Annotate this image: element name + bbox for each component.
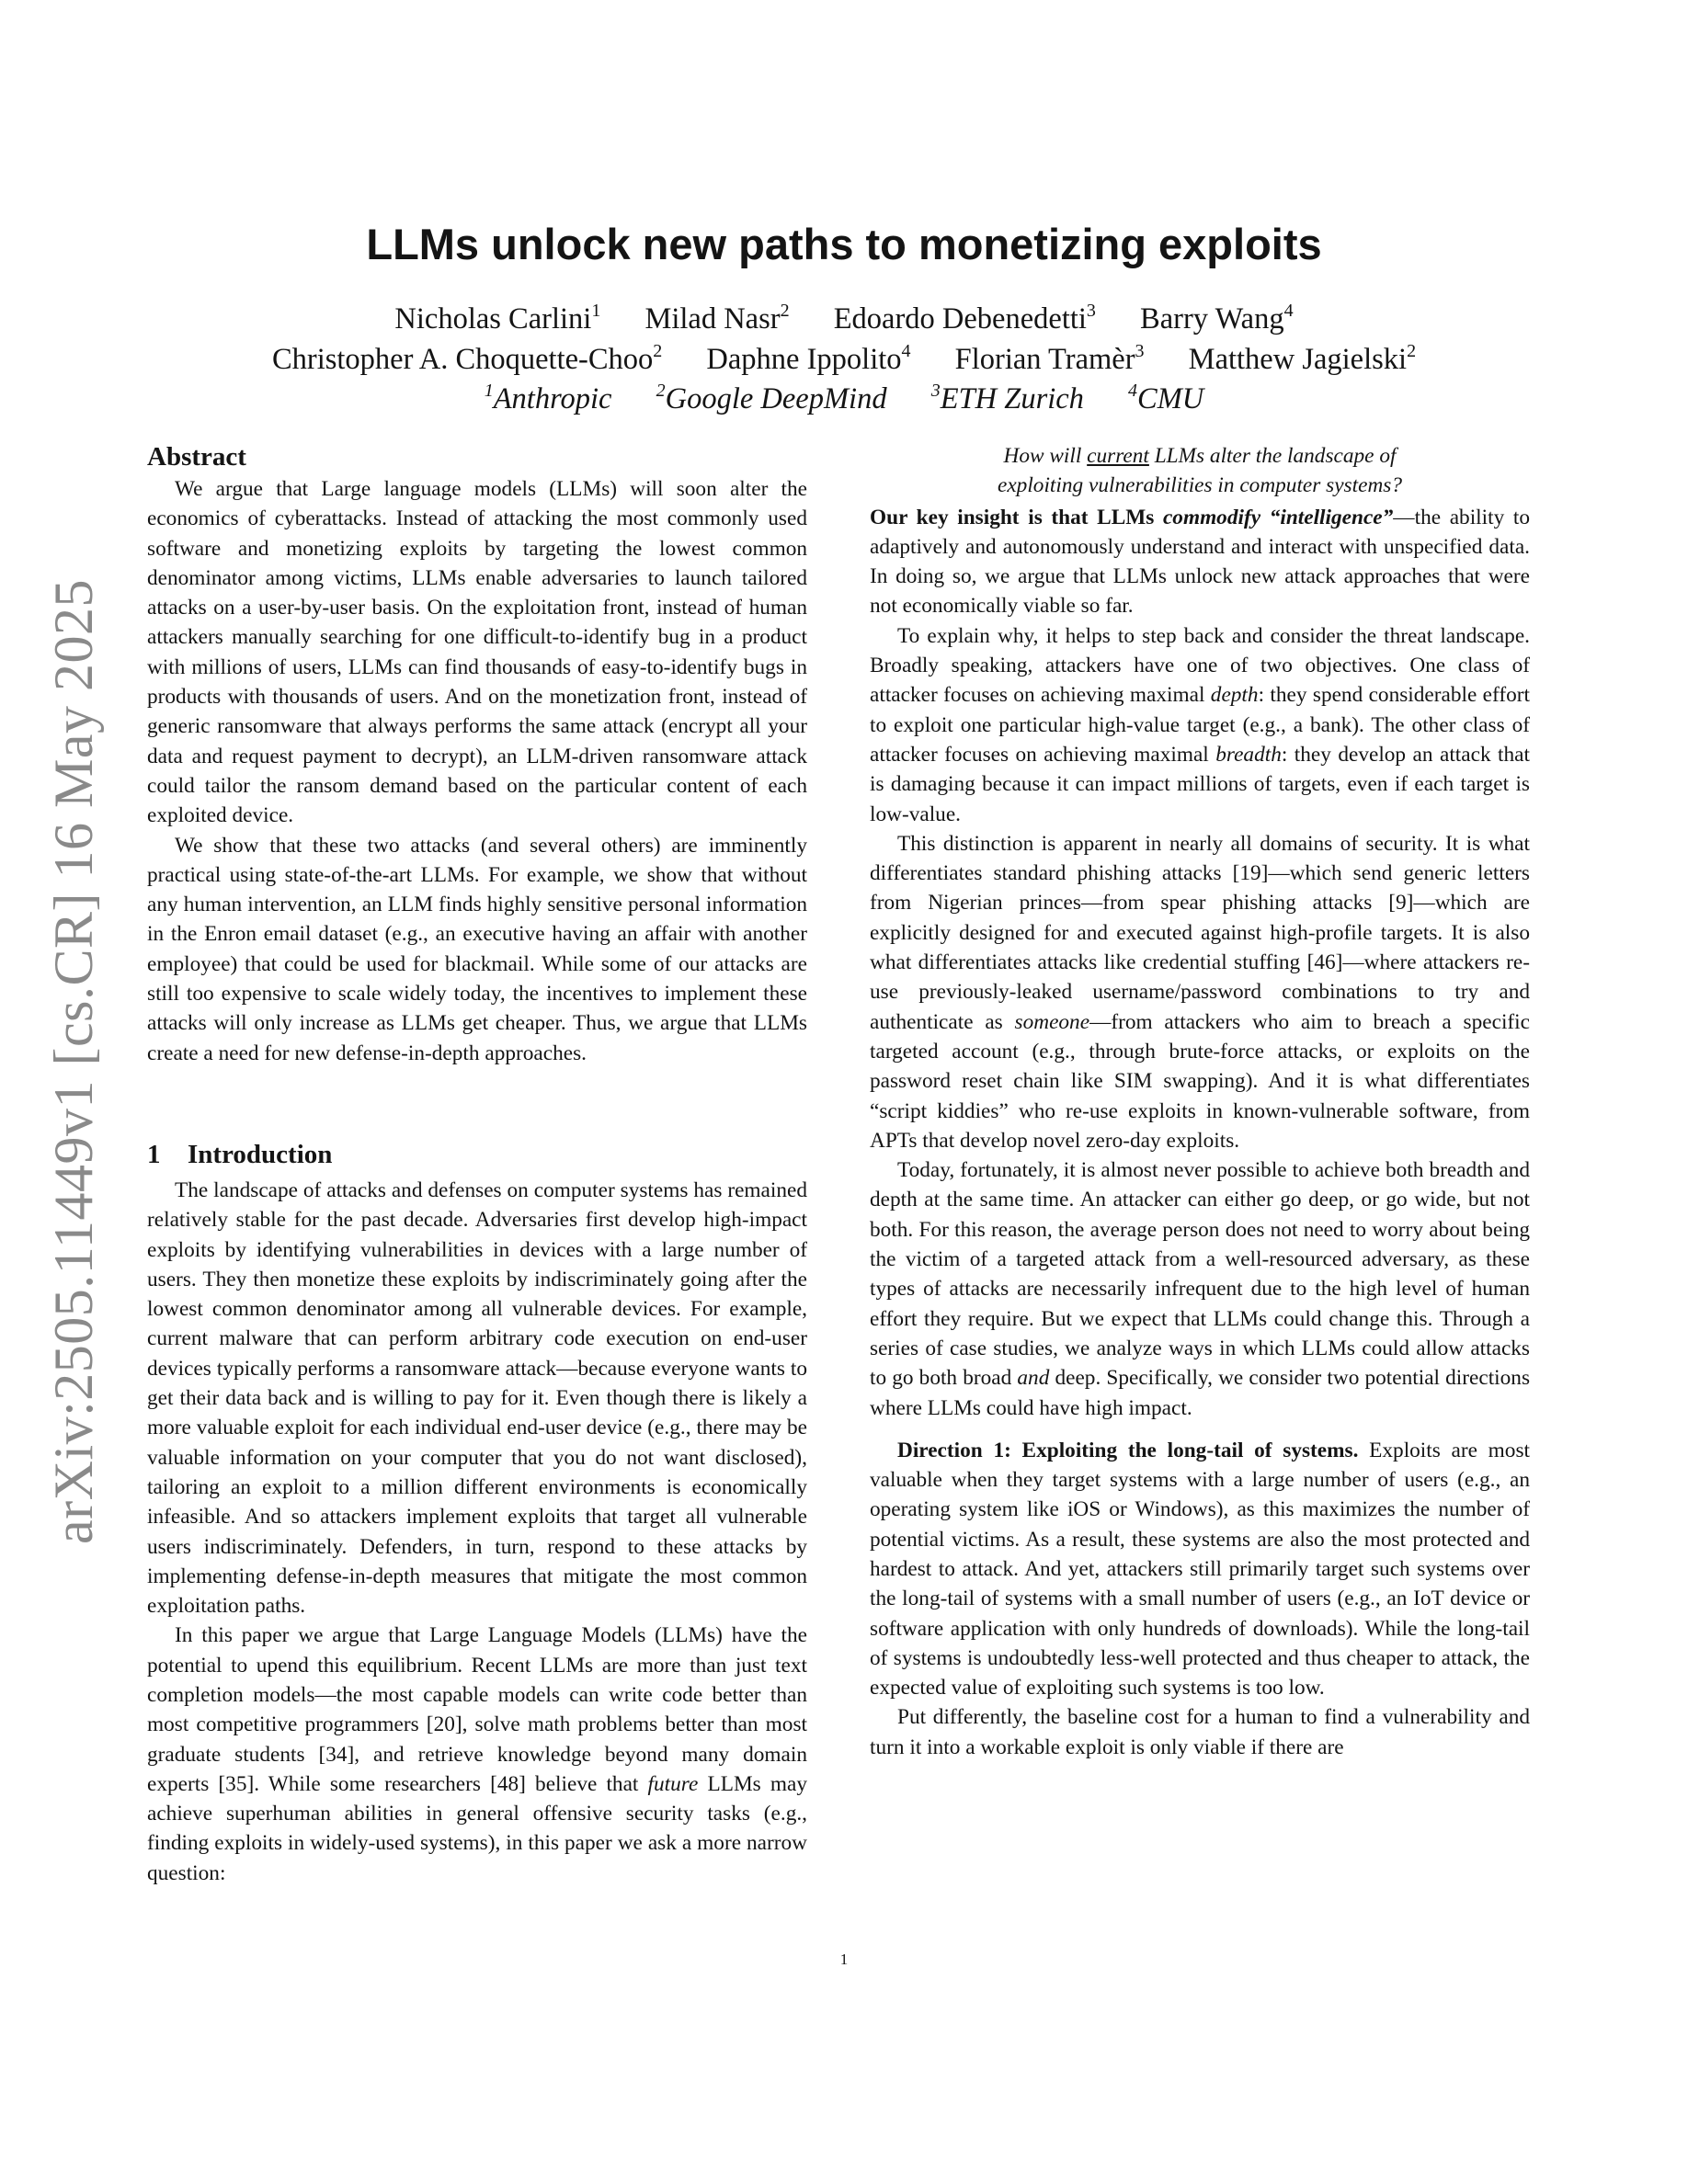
author-name: Matthew Jagielski$^2$ (1188, 341, 1417, 376)
author-name: Barry Wang$^4$ (1140, 301, 1294, 336)
intro-paragraph-6: Put differently, the baseline cost for a human to find a vulnerability and turn it into a workable exploit is only viable if there are (870, 1705, 1530, 1759)
author-name: Nicholas Carlini$^1$ (394, 301, 601, 336)
author-name: Edoardo Debenedetti$^3$ (833, 301, 1096, 336)
right-column (870, 439, 1530, 1762)
affiliations (0, 381, 1688, 415)
abstract-paragraph-2: We show that these two attacks (and several others) are imminently practical using state-of-the-art LLMs. For example, we show that without any human intervention, an LLM finds highly sensitive personal information in the Enron email dataset (e.g., an executive having an affair with another employee) that could be used for blackmail. While some of our attacks are still too expensive to scale widely today, the incentives to implement these attacks will only increase as LLMs get cheaper. Thus, we argue that LLMs create a need for new defense-in-depth approaches. (147, 833, 807, 1065)
author-name: Milad Nasr$^2$ (644, 301, 790, 336)
direction-1-paragraph: Direction 1: Exploiting the long-tail of systems. Exploits are most valuable when they target systems with a large number of users (e.g., an operating system like iOS or Windows), as this maximizes the number of potential victims. As a result, these systems are also the most protected and hardest to attack. And yet, attackers still primarily target such systems over the long-tail of systems with a small number of users (e.g., an IoT device or software application with only hundreds of downloads). While the long-tail of systems is undoubtedly less-well protected and thus cheaper to attack, the expected value of exploiting such systems is too low. (870, 1438, 1530, 1701)
affiliation: $^2$Google DeepMind (656, 381, 887, 415)
affiliation: $^4$CMU (1128, 381, 1204, 415)
author-row-1 (0, 301, 1688, 335)
author-name: Daphne Ippolito$^4$ (706, 341, 911, 376)
affiliation: $^3$ETH Zurich (930, 381, 1084, 415)
author-row-2 (0, 342, 1688, 375)
intro-paragraph-4: This distinction is apparent in nearly all domains of security. It is what differentiates standard phishing attacks [19]—which send generic letters from Nigerian princes—from spear phishing attacks [9]—which are explicitly designed for and executed against high-profile targets. It is also what differentiates attacks like credential stuffing [46]—where attackers re-use previously-leaked username/password combinations to try and authenticate as someone—from attackers who aim to breach a specific targeted account (e.g., through brute-force attacks, or exploits on the password reset chain like SIM swapping). And it is what differentiates “script kiddies” who re-use exploits in known-vulnerable software, from APTs that develop novel zero-day exploits. (870, 831, 1530, 1153)
left-column (147, 439, 807, 1888)
intro-paragraph-1: The landscape of attacks and defenses on computer systems has remained relatively stable for the past decade. Adversaries first develop high-impact exploits by identifying vulnerabilities in devices with a large number of users. They then monetize these exploits by indiscriminately going after the lowest common denominator among all vulnerable devices. For example, current malware that can perform arbitrary code execution on end-user devices typically performs a ransomware attack—because everyone wants to get their data back and is willing to pay for it. Even though there is likely a more valuable exploit for each individual end-user device (e.g., there may be valuable information on your computer that you do not want disclosed), tailoring an exploit to a million different environments is economically infeasible. And so attackers implement exploits that target all vulnerable users indiscriminately. Defenders, in turn, respond to these attacks by implementing defense-in-depth measures that mitigate the most common exploitation paths. (147, 1177, 807, 1619)
intro-paragraph-2: In this paper we argue that Large Language Models (LLMs) have the potential to upend this equilibrium. Recent LLMs are more than just text completion models—the most capable models can write code better than most competitive programmers [20], solve math problems better than most graduate students [34], and retrieve knowledge beyond many domain experts [35]. While some researchers [48] believe that future LLMs may achieve superhuman abilities in general offensive security tasks (e.g., finding exploits in widely-used systems), in this paper we ask a more narrow question: (147, 1623, 807, 1885)
abstract-heading: Abstract (147, 442, 246, 472)
paper-title: LLMs unlock new paths to monetizing exploits (366, 220, 1322, 268)
author-name: Christopher A. Choquette-Choo$^2$ (271, 341, 663, 376)
section-title: Introduction (188, 1139, 333, 1169)
section-number: 1 (147, 1139, 161, 1169)
intro-paragraph-3: To explain why, it helps to step back and consider the threat landscape. Broadly speaking, attackers have one of two objectives. One class of attacker focuses on achieving maximal depth: they spend considerable effort to exploit one particular high-value target (e.g., a bank). The other class of attacker focuses on achieving maximal breadth: they develop an attack that is damaging because it can impact millions of targets, even if each target is low-value. (870, 623, 1530, 826)
abstract-paragraph-1: We argue that Large language models (LLMs) will soon alter the economics of cyberattacks. Instead of attacking the most commonly used software and monetizing exploits by targeting the lowest common denominator among victims, LLMs enable adversaries to launch tailored attacks on a user-by-user basis. On the exploitation front, instead of human attackers manually searching for one difficult-to-identify bug in a product with millions of users, LLMs can find thousands of easy-to-identify bugs in products with thousands of users. And on the monetization front, instead of generic ransomware that always performs the same attack (encrypt all your data and request payment to decrypt), an LLM-driven ransomware attack could tailor the ransom demand based on the particular content of each exploited device. (147, 477, 807, 828)
page-number: 1 (839, 1951, 849, 1968)
research-question: How will current LLMs alter the landscape of exploiting vulnerabilities in computer systems? (998, 444, 1402, 498)
affiliation: $^1$Anthropic (484, 381, 612, 415)
arxiv-identifier-stamp: arXiv:2505.11449v1 [cs.CR] 16 May 2025 (43, 578, 104, 1544)
author-name: Florian Tramèr$^3$ (954, 341, 1145, 376)
intro-paragraph-5: Today, fortunately, it is almost never possible to achieve both breadth and depth at the same time. An attacker can either go deep, or go wide, but not both. For this reason, the average person does not need to worry about being the victim of a targeted attack from a well-resourced adversary, as these types of attacks are necessarily infrequent due to the high level of human effort they require. But we expect that LLMs could change this. Through a series of case studies, we analyze ways in which LLMs could allow attacks to go both broad and deep. Specifically, we consider two potential directions where LLMs could have high impact. (870, 1158, 1531, 1420)
introduction-heading (147, 1137, 807, 1172)
key-insight-paragraph: Our key insight is that LLMs commodify “intelligence”—the ability to adaptively and autonomously understand and interact with unspecified data. In doing so, we argue that LLMs unlock new attack approaches that were not economically viable so far. (870, 505, 1530, 619)
